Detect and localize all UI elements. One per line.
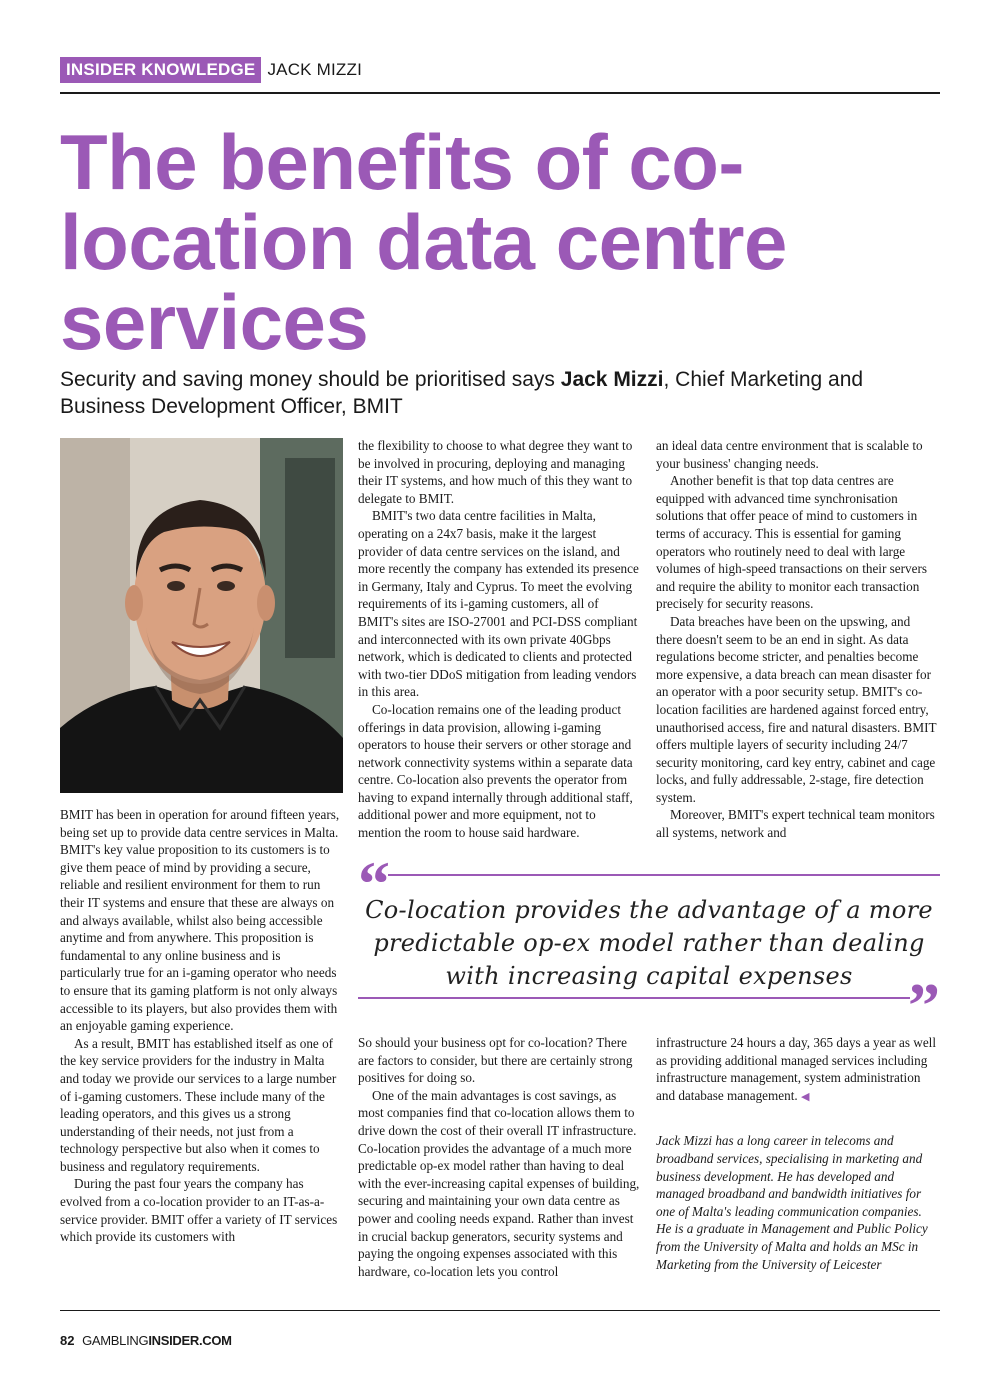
bottom-rule bbox=[60, 1310, 940, 1311]
pull-quote bbox=[358, 848, 940, 1041]
author-photo bbox=[60, 438, 343, 793]
paragraph: Co-location remains one of the leading product offerings in data provision, allowing i-gaming operators to house their servers or other storage and network connectivity systems within a separate data centre. Co-location also prevents the operator from having to expand internally through additional staff, additional power and more equipment, not to mention the room to house said hardware. bbox=[358, 701, 633, 841]
page-number: 82 bbox=[60, 1333, 75, 1348]
body-column-3-bottom bbox=[656, 1034, 938, 1273]
paragraph: Another benefit is that top data centres are equipped with advanced time synchronisation solutions that offer peace of mind to customers in terms of accuracy. This is essential for gaming operators who routinely need to deal with large volumes of high-speed transactions on their servers and require the ability to monitor each transaction precisely for security reasons. bbox=[656, 473, 928, 612]
section-label: INSIDER KNOWLEDGE bbox=[60, 57, 261, 83]
paragraph: Moreover, BMIT's expert technical team monitors all systems, network and bbox=[656, 807, 935, 841]
section-header bbox=[60, 56, 362, 84]
pull-quote-text: Co-location provides the advantage of a more predictable op-ex model rather than dealing with increasing capital expenses bbox=[365, 896, 933, 990]
standfirst-lead: Security and saving money should be prioritised says bbox=[60, 368, 561, 391]
author-portrait-image bbox=[60, 438, 343, 793]
body-column-2-top bbox=[358, 437, 640, 842]
page-footer bbox=[60, 1333, 232, 1348]
author-bio bbox=[656, 1132, 938, 1273]
author-bio-text: Jack Mizzi has a long career in telecoms and broadband services, specialising in marketing and business development. He has developed and managed broadband and bandwidth initiatives for one of Malta's leading communication companies. He is a graduate in Management and Public Policy from the University of Malta and holds an MSc in Marketing from the University of Leicester bbox=[656, 1133, 928, 1272]
standfirst bbox=[60, 366, 940, 420]
top-rule bbox=[60, 92, 940, 94]
body-column-3-top bbox=[656, 437, 938, 842]
pull-quote-bottom-rule bbox=[358, 997, 910, 999]
paragraph: One of the main advantages is cost savings, as most companies find that co-location allows them to drive down the cost of their overall IT infrastructure. Co-location provides the advantage of a much more predictable op-ex model rather than having to deal with the ever-increasing capital expenses of building, securing and maintaining your own data centre as power and cooling needs expand. Rather than invest in crucial backup generators, security systems and paying the ongoing expenses associated with this hardware, co-location lets you control bbox=[358, 1087, 640, 1279]
body-column-2-bottom bbox=[358, 1034, 640, 1280]
standfirst-name: Jack Mizzi bbox=[560, 368, 664, 391]
end-of-article-icon: ◀ bbox=[801, 1090, 810, 1103]
paragraph: During the past four years the company has evolved from a co-location provider to an IT-as-a-service provider. BMIT offer a variety of IT services which provide its customers with bbox=[60, 1176, 338, 1245]
body-column-1 bbox=[60, 806, 340, 1246]
paragraph bbox=[656, 1034, 938, 1106]
paragraph: the flexibility to choose to what degree they want to be involved in procuring, deploying and managing their IT systems, and how much of this they want to delegate to BMIT. bbox=[358, 438, 633, 506]
paragraph: So should your business opt for co-location? There are factors to consider, but there are certainly strong positives for doing so. bbox=[358, 1035, 633, 1086]
close-quote-mark: ” bbox=[908, 970, 940, 1041]
pull-quote-top-rule bbox=[388, 874, 940, 876]
footer-site-part-1: GAMBLING bbox=[82, 1333, 149, 1348]
standfirst-tail: , Chief Marketing and Business Development Officer, BMIT bbox=[60, 368, 864, 418]
paragraph: Data breaches have been on the upswing, and there doesn't seem to be an end in sight. As data regulations become stricter, and penalties become more expensive, a data breach can mean disaster for an operator with a poor security setup. BMIT's co-location facilities are hardened against forced entry, unauthorised access, fire and natural disasters. BMIT offers multiple layers of security including 24/7 security monitoring, card key entry, cabinet and cage locks, and fully addressable, 2-stage, fire detection system. bbox=[656, 613, 937, 805]
paragraph: As a result, BMIT has established itself as one of the key service providers for the industry in Malta and today we provide our services to a large number of i-gaming customers. These include many of the leading operators, and this gives us a strong understanding of their needs, not just from a technology perspective but also when it comes to business and regulatory requirements. bbox=[60, 1035, 337, 1174]
paragraph: BMIT has been in operation for around fifteen years, being set up to provide data centre services in Malta. BMIT's key value proposition to its customers is to give them peace of mind by providing a secure, reliable and resilient environment for them to run their IT systems and ensure that these are always on and always available, whilst also being accessible anytime and from anywhere. This proposition is fundamental to any online business and is particularly true for an i-gaming operator who needs to ensure that its gaming platform is not only always accessible to its players, but also provides them with an enjoyable gaming experience. bbox=[60, 807, 340, 1034]
closing-paragraph-text: infrastructure 24 hours a day, 365 days a year as well as providing additional managed services including infrastructure management, system administration and database management. bbox=[656, 1035, 937, 1103]
headline: The benefits of co-location data centre services bbox=[60, 118, 787, 366]
footer-site-part-2: INSIDER.COM bbox=[148, 1333, 232, 1348]
paragraph: BMIT's two data centre facilities in Malta, operating on a 24x7 basis, make it the largest provider of data centre services on the island, and more recently the company has extended its presence in Germany, Italy and Cyprus. To meet the evolving requirements of its i-gaming customers, all of BMIT's sites are ISO-27001 and PCI-DSS compliant and interconnected with its own private 40Gbps network, which is dedicated to clients and protected with two-tier DDoS mitigation from leading vendors in this area. bbox=[358, 508, 639, 700]
paragraph: an ideal data centre environment that is scalable to your business' changing needs. bbox=[656, 438, 923, 471]
open-quote-mark: “ bbox=[358, 848, 390, 919]
author-label: JACK MIZZI bbox=[267, 60, 363, 79]
